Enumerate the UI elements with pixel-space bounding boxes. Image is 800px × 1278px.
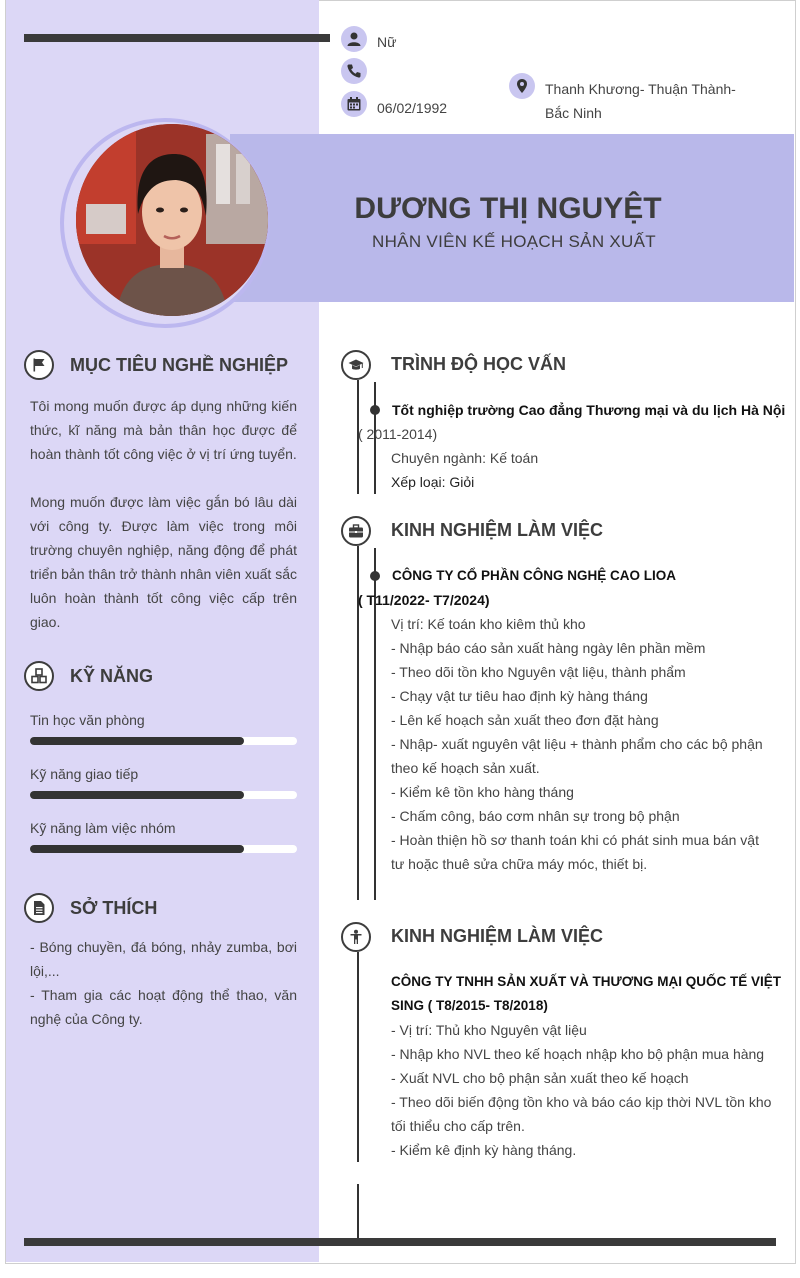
- hobby-line: - Bóng chuyền, đá bóng, nhảy zumba, bơi lội,...: [30, 939, 297, 979]
- job-line: - Lên kế hoạch sản xuất theo đơn đặt hàng: [391, 712, 659, 728]
- education-period: ( 2011-2014): [358, 426, 438, 442]
- profile-photo: [76, 124, 268, 316]
- bottom-divider: [24, 1238, 776, 1246]
- job-period: ( T11/2022- T7/2024): [358, 592, 490, 608]
- timeline-line: [357, 952, 359, 1162]
- document-icon: [24, 893, 54, 923]
- job-line: - Nhập kho NVL theo kế hoạch nhập kho bộ phận mua hàng: [391, 1046, 765, 1062]
- address-line1: Thanh Khương- Thuận Thành-: [545, 81, 736, 97]
- job-line: - Nhập báo cáo sản xuất hàng ngày lên phần mềm: [391, 640, 706, 656]
- calendar-icon: [341, 91, 367, 117]
- person-icon: [341, 922, 371, 952]
- job-line: - Hoàn thiện hồ sơ thanh toán khi có phát sinh mua bán vật: [391, 832, 759, 848]
- skill-label: Kỹ năng giao tiếp: [30, 766, 139, 782]
- job-title: NHÂN VIÊN KẾ HOẠCH SẢN XUẤT: [372, 232, 656, 251]
- address-line2: Bắc Ninh: [545, 105, 602, 121]
- job-line: - Vị trí: Thủ kho Nguyên vật liệu: [391, 1022, 587, 1038]
- objective-paragraph-1: Tôi mong muốn được áp dụng những kiến thức, kĩ năng mà bản thân học được để hoàn thành tốt công việc ở vị trí ứng tuyển.: [30, 398, 297, 462]
- timeline-dot: [370, 571, 380, 581]
- graduation-cap-icon: [341, 350, 371, 380]
- top-divider: [24, 34, 330, 42]
- job-line: tư hoặc thuê sửa chữa máy móc, thiết bị.: [391, 856, 648, 872]
- skill-label: Kỹ năng làm việc nhóm: [30, 820, 176, 836]
- job-line: - Chạy vật tư tiêu hao định kỳ hàng tháng: [391, 688, 648, 704]
- job-line: - Xuất NVL cho bộ phận sản xuất theo kế hoạch: [391, 1070, 689, 1086]
- job-line: - Nhập- xuất nguyên vật liệu + thành phẩm cho các bộ phận: [391, 736, 763, 752]
- phone-icon: [341, 58, 367, 84]
- briefcase-icon: [341, 516, 371, 546]
- skill-bar-track: [30, 845, 297, 853]
- flag-icon: [24, 350, 54, 380]
- user-icon: [341, 26, 367, 52]
- skill-label: Tin học văn phòng: [30, 712, 145, 728]
- company-name-cont: SING ( T8/2015- T8/2018): [391, 998, 548, 1013]
- education-major: Chuyên ngành: Kế toán: [391, 450, 539, 466]
- job-line: - Theo dõi tồn kho Nguyên vật liệu, thành phẩm: [391, 664, 686, 680]
- timeline-dot: [370, 405, 380, 415]
- company-name: CÔNG TY TNHH SẢN XUẤT VÀ THƯƠNG MẠI QUỐC TẾ VIỆT: [391, 974, 781, 989]
- job-line: - Chấm công, báo cơm nhân sự trong bộ phận: [391, 808, 680, 824]
- education-rank: Xếp loại: Giỏi: [391, 474, 475, 490]
- timeline-line: [357, 1184, 359, 1240]
- job-line: Vị trí: Kế toán kho kiêm thủ kho: [391, 616, 586, 632]
- hobbies-title: SỞ THÍCH: [70, 898, 158, 918]
- skill-bar-track: [30, 737, 297, 745]
- job-line: theo kế hoạch sản xuất.: [391, 760, 540, 776]
- school-name: Tốt nghiệp trường Cao đẳng Thương mại và du lịch Hà Nội: [392, 402, 786, 418]
- objective-paragraph-2: Mong muốn được làm việc gắn bó lâu dài với công ty. Được làm việc trong môi trường chuyên nghiệp, năng động để phát triển bản thân trở thành nhân viên xuất sắc luôn hoàn thành tốt công việc cấp trên giao.: [30, 494, 297, 630]
- hobby-line: - Tham gia các hoạt động thể thao, văn nghệ của Công ty.: [30, 987, 297, 1027]
- dob-text: 06/02/1992: [377, 100, 448, 116]
- skills-title: KỸ NĂNG: [70, 666, 154, 686]
- job-line: - Theo dõi biến động tồn kho và báo cáo kịp thời NVL tồn kho: [391, 1094, 772, 1110]
- candidate-name: DƯƠNG THỊ NGUYỆT: [354, 192, 662, 225]
- objective-title: MỤC TIÊU NGHỀ NGHIỆP: [70, 355, 289, 375]
- job-line: - Kiểm kê tồn kho hàng tháng: [391, 784, 574, 800]
- experience-title: KINH NGHIỆM LÀM VIỆC: [391, 926, 604, 946]
- skill-bar-fill: [30, 791, 244, 799]
- skill-bar-track: [30, 791, 297, 799]
- location-icon: [509, 73, 535, 99]
- job-line: tối thiểu cho cấp trên.: [391, 1118, 525, 1134]
- experience-title: KINH NGHIỆM LÀM VIỆC: [391, 520, 604, 540]
- skill-bar-fill: [30, 845, 244, 853]
- cubes-icon: [24, 661, 54, 691]
- gender-text: Nữ: [377, 34, 397, 50]
- job-line: - Kiểm kê định kỳ hàng tháng.: [391, 1142, 577, 1158]
- education-title: TRÌNH ĐỘ HỌC VẤN: [391, 354, 566, 374]
- skill-bar-fill: [30, 737, 244, 745]
- company-name: CÔNG TY CỔ PHẦN CÔNG NGHỆ CAO LIOA: [392, 568, 677, 583]
